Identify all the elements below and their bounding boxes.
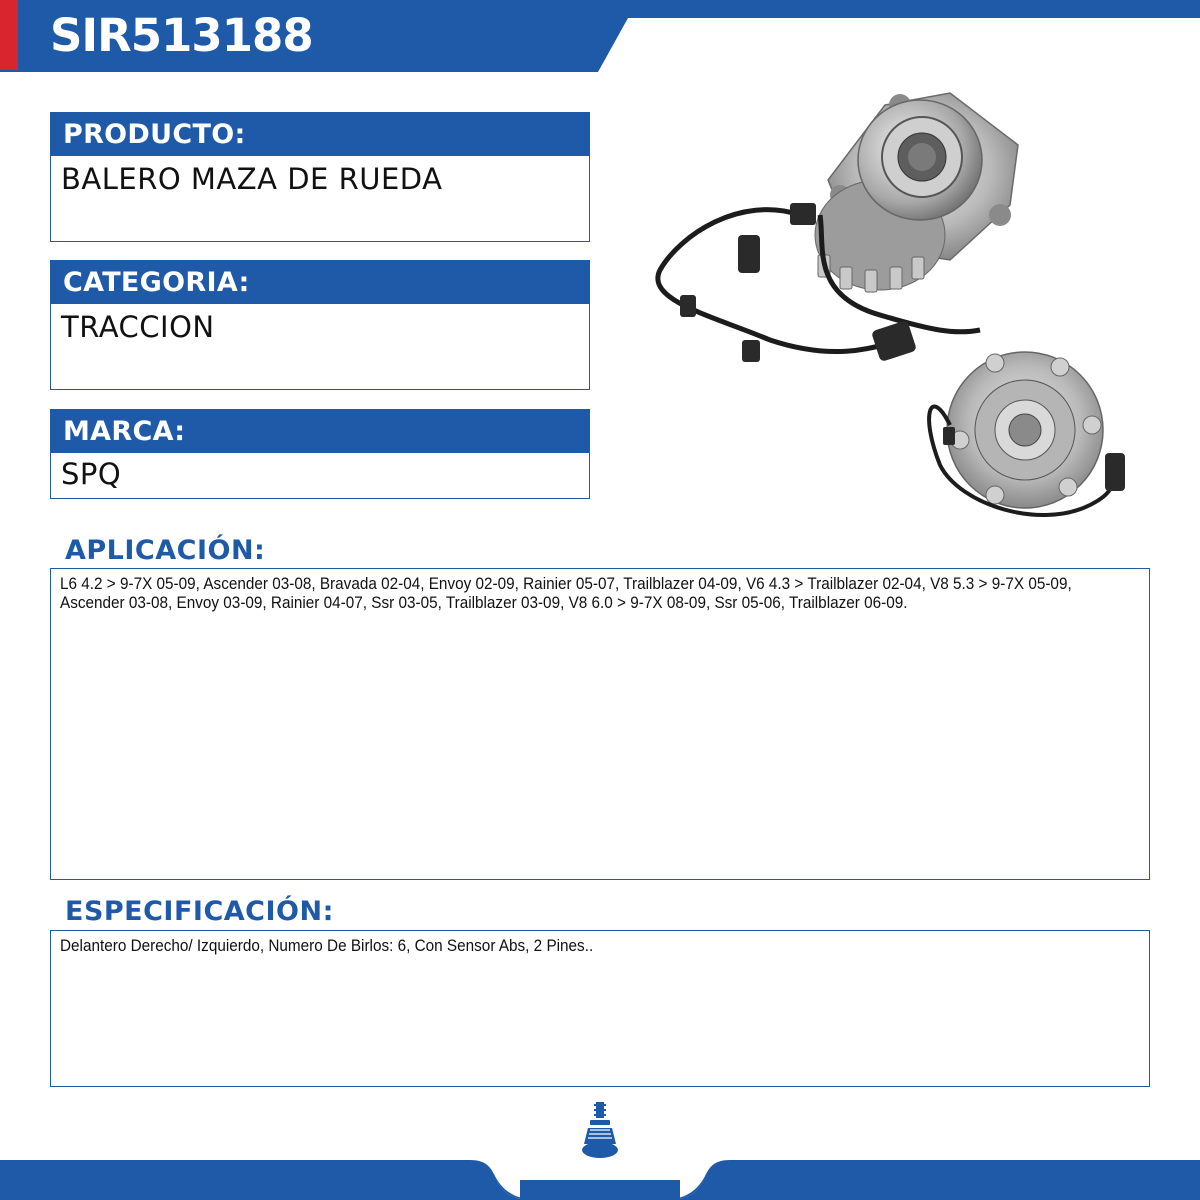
- brand-label: MARCA:: [50, 409, 590, 453]
- category-box: [50, 260, 590, 390]
- footer-label: TRACCIÓN: [566, 1163, 634, 1178]
- category-value: TRACCION: [50, 304, 590, 390]
- application-title: APLICACIÓN:: [65, 535, 266, 566]
- specification-panel: [50, 930, 1150, 1087]
- product-value: BALERO MAZA DE RUEDA: [50, 156, 590, 242]
- product-sku: SIR513188: [50, 9, 313, 62]
- brand-value: SPQ: [50, 453, 590, 499]
- product-box: [50, 112, 590, 242]
- specification-text: Delantero Derecho/ Izquierdo, Numero De Birlos: 6, Con Sensor Abs, 2 Pines..: [60, 936, 594, 955]
- application-panel: [50, 568, 1150, 880]
- specification-title: ESPECIFICACIÓN:: [65, 896, 334, 927]
- brand-box: [50, 409, 590, 499]
- application-text: L6 4.2 > 9-7X 05-09, Ascender 03-08, Bravada 02-04, Envoy 02-09, Rainier 05-07, Trailblazer 04-09, V6 4.3 > Trailblazer 02-04, V8 5.3 > 9-7X 05-09, Ascender 03-08, Envoy 03-09, Rainier 04-07, Ssr 03-05, Trailblazer 03-09, V8 6.0 > 9-7X 08-09, Ssr 05-06, Trailblazer 06-09.: [60, 574, 1072, 612]
- wheel-hub-bearing-icon: [650, 85, 1160, 525]
- cv-joint-icon: [578, 1100, 622, 1162]
- product-label: PRODUCTO:: [50, 112, 590, 156]
- category-label: CATEGORIA:: [50, 260, 590, 304]
